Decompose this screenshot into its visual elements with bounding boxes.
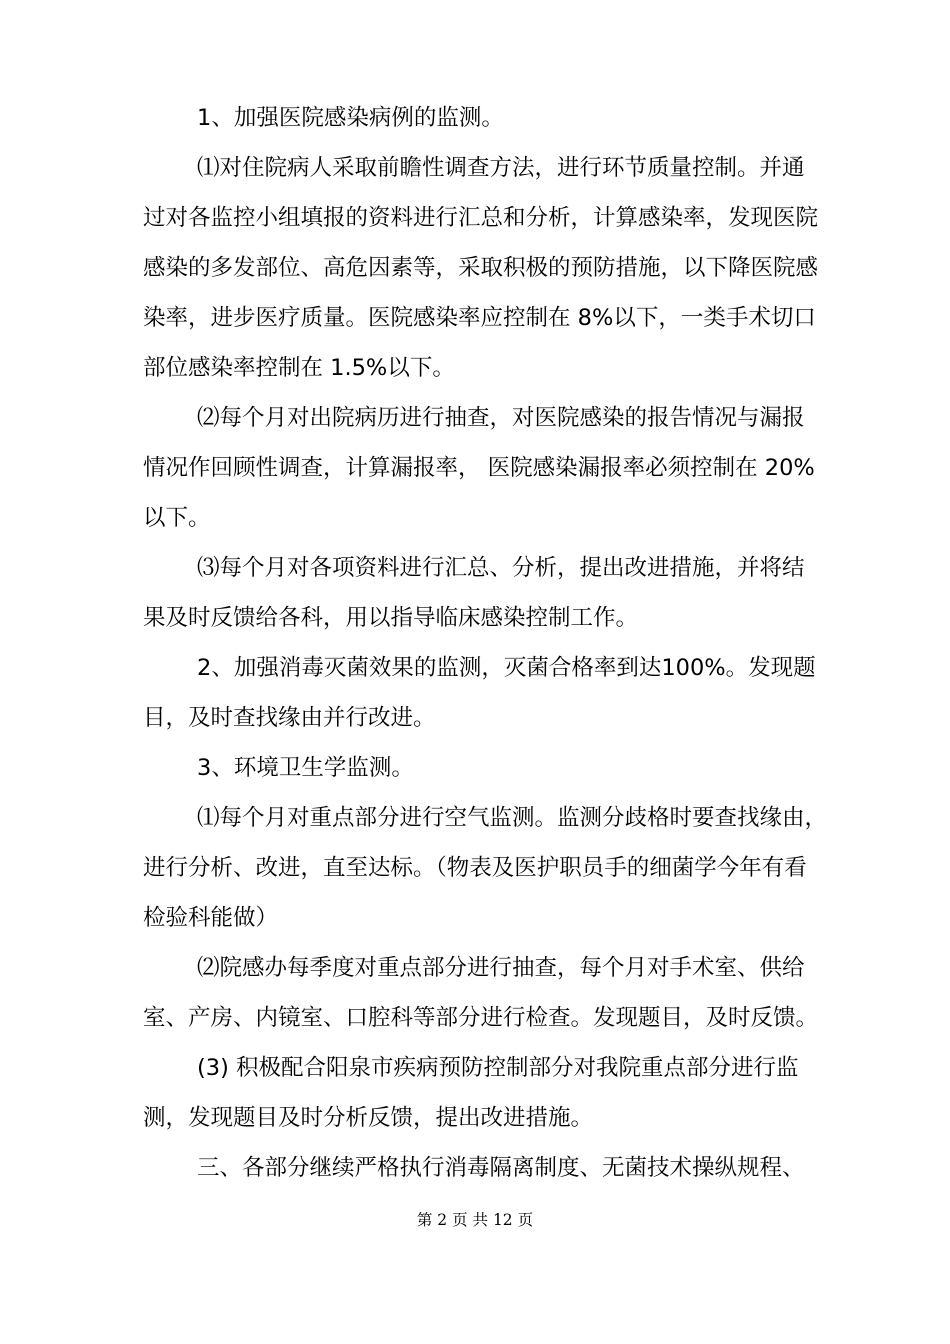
paragraph-line: 2、加强消毒灭菌效果的监测，灭菌合格率到达100%。发现题 [197,655,816,681]
paragraph-line: 果及时反馈给各科，用以指导临床感染控制工作。 [143,605,639,631]
paragraph-line: 3、环境卫生学监测。 [197,755,414,781]
paragraph-line: 三、各部分继续严格执行消毒隔离制度、无菌技术操纵规程、 [197,1155,805,1181]
paragraph-line: ⑴每个月对重点部分进行空气监测。监测分歧格时要查找缘由， [197,805,828,831]
paragraph-line: ⑶每个月对各项资料进行汇总、分析，提出改进措施，并将结 [197,555,805,581]
paragraph-line: (3) 积极配合阳泉市疾病预防控制部分对我院重点部分进行监 [197,1055,799,1081]
paragraph-line: 检验科能做） [143,905,279,931]
paragraph-line: ⑵每个月对出院病历进行抽查，对医院感染的报告情况与漏报 [197,405,805,431]
paragraph-line: ⑴对住院病人采取前瞻性调查方法，进行环节质量控制。并通 [197,155,805,181]
paragraph-line: 1、加强医院感染病例的监测。 [197,105,504,131]
paragraph-line: 进行分析、改进，直至达标。（物表及医护职员手的细菌学今年有看 [143,855,807,881]
paragraph-line: 室、产房、内镜室、口腔科等部分进行检查。发现题目，及时反馈。 [143,1005,819,1031]
paragraph-line: 情况作回顾性调查，计算漏报率， 医院感染漏报率必须控制在 20% [143,455,815,481]
paragraph-line: 部位感染率控制在 1.5%以下。 [143,355,455,381]
paragraph-line: 目，及时查找缘由并行改进。 [143,705,436,731]
paragraph-line: 染率，进步医疗质量。医院感染率应控制在 8%以下，一类手术切口 [143,305,816,331]
page-footer: 第 2 页 共 12 页 [416,1211,534,1229]
paragraph-line: 感染的多发部位、高危因素等，采取积极的预防措施，以下降医院感 [143,255,819,281]
paragraph-line: ⑵院感办每季度对重点部分进行抽查，每个月对手术室、供给 [197,955,805,981]
paragraph-line: 以下。 [143,505,211,531]
paragraph-line: 过对各监控小组填报的资料进行汇总和分析，计算感染率，发现医院 [143,205,819,231]
paragraph-line: 测，发现题目及时分析反馈，提出改进措施。 [143,1105,594,1131]
